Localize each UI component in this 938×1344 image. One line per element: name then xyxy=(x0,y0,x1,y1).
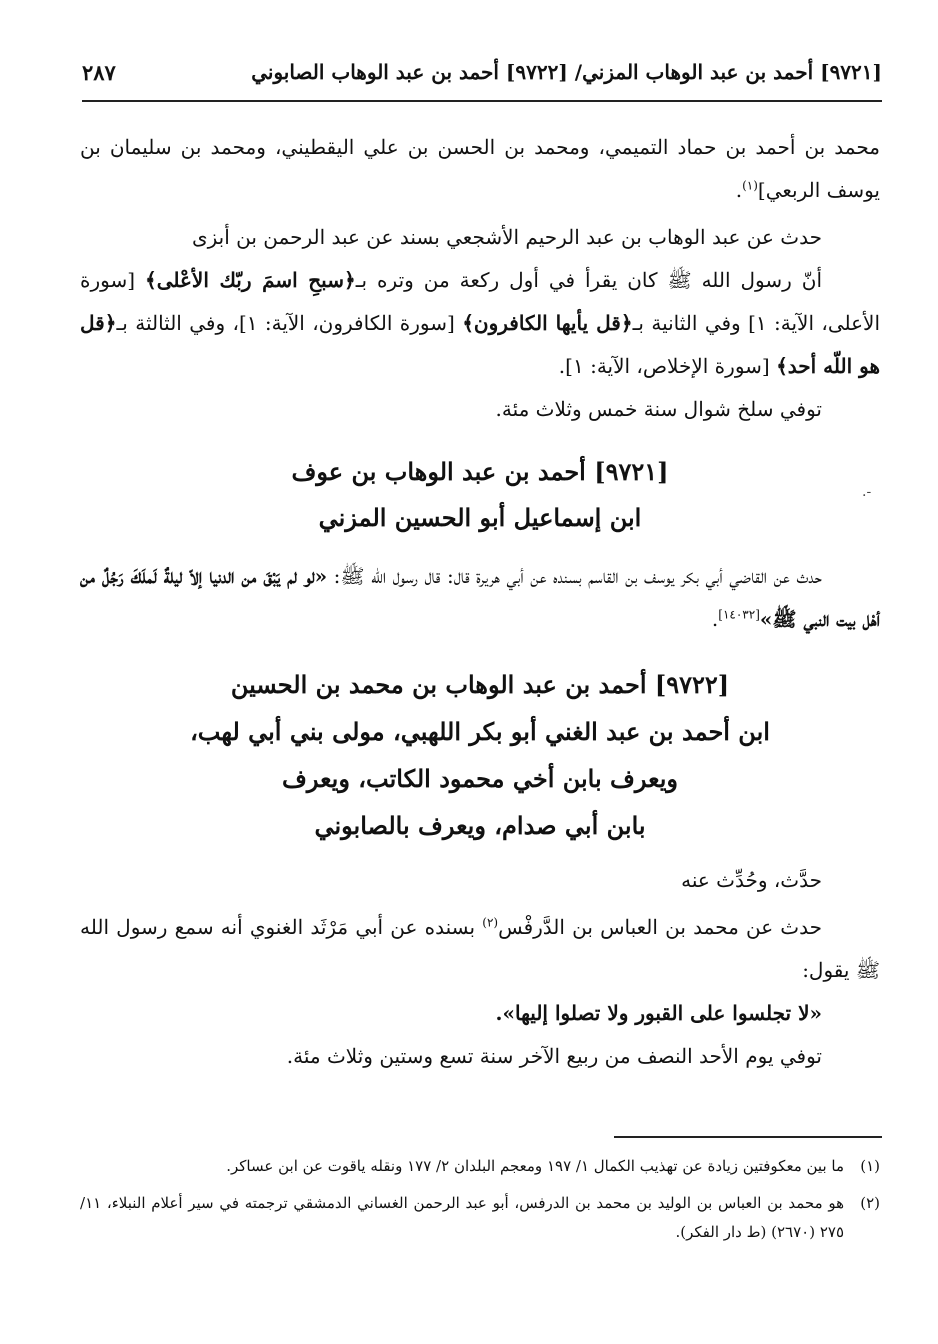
entry-9721-title-line2: ابن إسماعيل أبو الحسين المزني xyxy=(318,503,642,532)
entry-9722-note: حدَّث، وحُدِّث عنه xyxy=(681,868,822,892)
hadith1-text-part1: أنّ رسول الله ﷺ كان يقرأ في أول ركعة من وتره بـ xyxy=(355,268,823,292)
entry-9721-hadith-quote: «لو لم يَبْقَ من الدنيا إلاّ ليلةٌ لَملَكَ رَجُلٌ من أهْل بيت النبي ﷺ» xyxy=(80,564,880,631)
footnote-separator xyxy=(614,1136,882,1138)
page-body xyxy=(80,126,880,1078)
entry-9722-hadith-quote: «لا تجلسوا على القبور ولا تصلوا إليها». xyxy=(495,1001,822,1025)
footnote-ref-1: (١) xyxy=(742,178,758,193)
footnote-2 xyxy=(80,1189,880,1247)
running-title: [٩٧٢١] أحمد بن عبد الوهاب المزني/ [٩٧٢٢] أحمد بن عبد الوهاب الصابوني xyxy=(251,60,882,84)
quran-quote-2: ﴿قل يأيها الكافرون﴾ xyxy=(462,311,633,335)
intro-text: محمد بن أحمد بن حماد التميمي، ومحمد بن الحسن بن علي اليقطيني، ومحمد بن سليمان بن يوسف الربعي] xyxy=(80,135,880,202)
quran-quote-1: ﴿سبحِ اسمَ ربّك الأعْلى﴾ xyxy=(144,268,356,292)
entry-9722-isnad xyxy=(80,906,880,992)
entry-9721-hadith-ref: [١٤٠٣٢] xyxy=(718,607,760,622)
hadith1-text-part4: [سورة الإخلاص، الآية: ١]. xyxy=(558,354,777,378)
hadith1-text xyxy=(80,259,880,388)
entry-9722-title-line4: بابن أبي صدام، ويعرف بالصابوني xyxy=(314,811,646,840)
hadith1-text-part2: [سورة الأعلى، الآية: ١] وفي الثانية بـ xyxy=(80,268,881,335)
footnote-1-number: (١) xyxy=(860,1157,880,1175)
footnote-2-number: (٢) xyxy=(860,1194,880,1212)
entry-9721-title-line1: [٩٧٢١] أحمد بن عبد الوهاب بن عوف xyxy=(291,457,669,486)
entry-9722-isnad-b: بسنده عن أبي مَرْثَد الغنوي أنه سمع رسول الله ﷺ يقول: xyxy=(80,915,880,982)
entry-9722-title-line1: [٩٧٢٢] أحمد بن عبد الوهاب بن محمد بن الحسين xyxy=(230,670,730,699)
quran-quote-3: ﴿قل هو اللّه أحد﴾ xyxy=(80,311,880,378)
footnote-1-text: ما بين معكوفتين زيادة عن تهذيب الكمال ١/ ١٩٧ ومعجم البلدان ٢/ ١٧٧ ونقله ياقوت عن ابن عساكر. xyxy=(226,1157,844,1175)
entry-9722-isnad-a: حدث عن محمد بن العباس بن الدَّرفْس xyxy=(498,915,822,939)
footnote-ref-2: (٢) xyxy=(482,915,499,930)
entry-9721-heading xyxy=(80,449,880,541)
intro-end: . xyxy=(735,178,743,202)
entry-9722-heading xyxy=(80,661,880,849)
entry-9721-text xyxy=(80,555,880,641)
footnotes xyxy=(80,1152,880,1247)
footnote-2-text: هو محمد بن العباس بن الوليد بن محمد بن الدرفس، أبو عبد الرحمن الغساني الدمشقي ترجمته في سير أعلام النبلاء، ١١/ ٢٧٥ (٢٦٧٠) (ط دار الفكر). xyxy=(80,1194,844,1241)
hadith1-death: توفي سلخ شوال سنة خمس وثلاث مئة. xyxy=(495,397,822,421)
entry-9722-title-line3: ويعرف بابن أخي محمود الكاتب، ويعرف xyxy=(281,764,678,793)
entry-9721-narration: حدث عن القاضي أبي بكر يوسف بن القاسم بسنده عن أبي هريرة قال: قال رسول الله ﷺ: xyxy=(327,564,822,588)
footnote-1 xyxy=(80,1152,880,1181)
hadith1-isnad: حدث عن عبد الوهاب بن عبد الرحيم الأشجعي بسند عن عبد الرحمن بن أبزى xyxy=(191,225,822,249)
entry-9721-end: . xyxy=(711,607,719,631)
entry-9722-title-line2: ابن أحمد بن عبد الغني أبو بكر اللهبي، مولى بني أبي لهب، xyxy=(190,717,770,746)
stray-mark: -. xyxy=(862,484,872,500)
page-header xyxy=(82,60,882,102)
entry-9722-death: توفي يوم الأحد النصف من ربيع الآخر سنة تسع وستين وثلاث مئة. xyxy=(286,1044,822,1068)
page-number: ٢٨٧ xyxy=(82,60,116,85)
intro-paragraph xyxy=(80,126,880,212)
hadith1-text-part3: [سورة الكافرون، الآية: ١]، وفي الثالثة بـ xyxy=(116,311,463,335)
